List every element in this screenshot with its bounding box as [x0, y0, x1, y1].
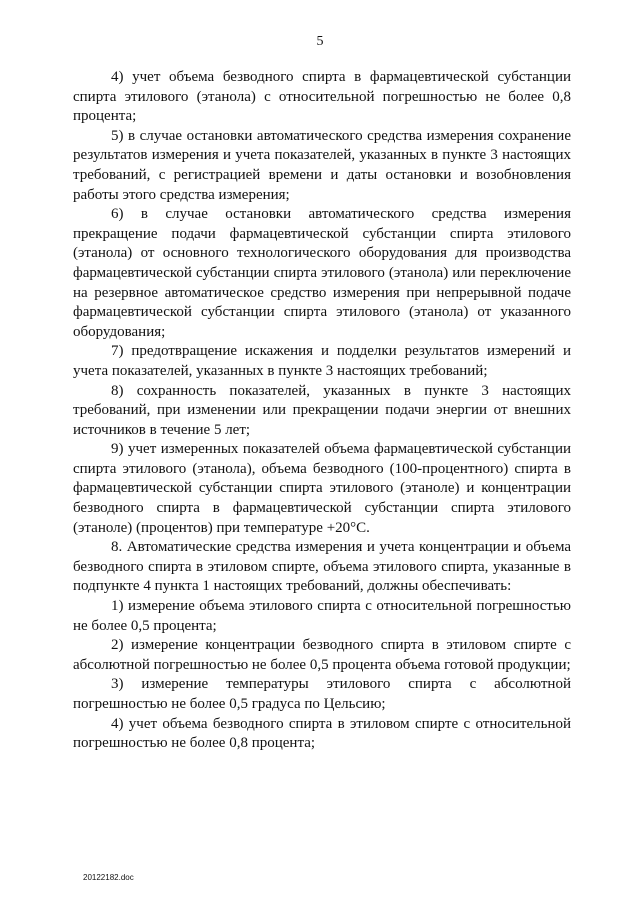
paragraph-item-4: 4) учет объема безводного спирта в фармацевтической субстанции спирта этилового (этанола) с относительной погрешностью не более 0,8 процента; [73, 69, 571, 125]
paragraph-section-8: 8. Автоматические средства измерения и учета концентрации и объема безводного спирта в этиловом спирте, объема этилового спирта, указанные в подпункте 4 пункта 1 настоящих требований, должны обеспечивать: [73, 539, 571, 595]
paragraph-subitem-2: 2) измерение концентрации безводного спирта в этиловом спирте с абсолютной погрешностью не более 0,5 процента объема готовой продукции; [73, 637, 571, 673]
paragraph-item-7: 7) предотвращение искажения и подделки результатов измерений и учета показателей, указанных в пункте 3 настоящих требований; [73, 343, 571, 379]
paragraph-item-8: 8) сохранность показателей, указанных в пункте 3 настоящих требований, при изменении или прекращении подачи энергии от внешних источников в течение 5 лет; [73, 382, 571, 438]
paragraph-subitem-3: 3) измерение температуры этилового спирта с абсолютной погрешностью не более 0,5 градуса по Цельсию; [73, 676, 571, 712]
document-file-code: 20122182.doc [83, 873, 134, 882]
paragraph-item-5: 5) в случае остановки автоматического средства измерения сохранение результатов измерения и учета показателей, указанных в пункте 3 настоящих требований, с регистрацией времени и даты остановки и возобновления работы этого средства измерения; [73, 127, 571, 203]
document-body [73, 68, 571, 754]
paragraph-item-6: 6) в случае остановки автоматического средства измерения прекращение подачи фармацевтической субстанции спирта этилового (этанола) от основного технологического оборудования для производства фармацевтической субстанции спирта этилового (этанола) или переключение на резервное автоматическое средство измерения при непрерывной подаче фармацевтической субстанции спирта этилового (этанола) от указанного оборудования; [73, 206, 571, 340]
paragraph-item-9: 9) учет измеренных показателей объема фармацевтической субстанции спирта этилового (этанола), объема безводного (100-процентного) спирта в фармацевтической субстанции спирта этилового (этаноле) и концентрации безводного спирта в фармацевтической субстанции спирта этилового (этаноле) (процентов) при температуре +20°С. [73, 441, 571, 536]
paragraph-subitem-1: 1) измерение объема этилового спирта с относительной погрешностью не более 0,5 процента; [73, 598, 571, 634]
page-number: 5 [316, 34, 324, 49]
paragraph-subitem-4: 4) учет объема безводного спирта в этиловом спирте с относительной погрешностью не более 0,8 процента; [73, 715, 571, 752]
